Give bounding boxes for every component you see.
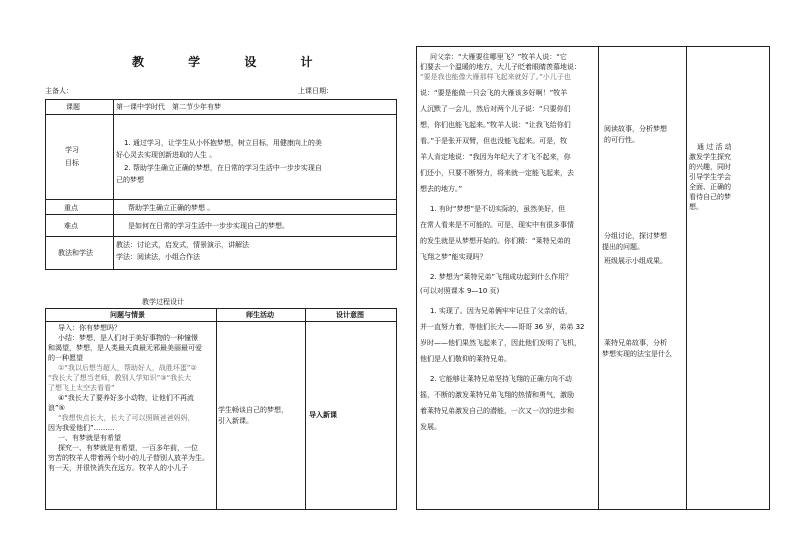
text-line: 2. 梦想为“莱特兄弟”飞翔成功起到什么作用？: [430, 273, 573, 281]
text-line: 们还小，只要不断努力，将来就一定能飞起来，去: [420, 169, 574, 177]
intent-line: 激发学生探究: [689, 153, 731, 161]
process-line: 穷苦的牧羊人带着两个幼小的儿子替别人放羊为生。: [48, 454, 209, 462]
activity-text: 提出的问题。: [602, 243, 644, 251]
process-title: 教学过程设计: [142, 298, 184, 306]
activity-text: 分组讨论，探讨梦想: [604, 232, 667, 240]
process-line: 浪”⑤: [48, 404, 65, 412]
learn-method: 学法：阅读法，小组合作法: [116, 253, 200, 261]
text-line: 岁时——他们果然飞起来了，因此他们发明了飞机，: [420, 339, 581, 347]
process-line: 有一天，并很快消失在远方。牧羊人的小儿子: [48, 464, 188, 472]
activity-text: 学生畅谈自己的梦想，: [218, 406, 288, 414]
topic-label: 课题: [66, 103, 80, 111]
activity-text: 梦想实现的法宝是什么: [602, 350, 672, 358]
text-line: 的发生就是从梦想开始的。你们精：“莱特兄弟的: [420, 237, 571, 245]
text-line: 在常人看来是不可能的。可是，现实中有很多事情: [420, 221, 574, 229]
intent-line: 看待自己的梦: [689, 193, 731, 201]
intent-line: 引导学生学会: [689, 173, 731, 181]
text-line: 并一直努力着，等他们长大——哥哥 36 岁，弟弟 32: [420, 323, 585, 331]
activity-text: 班级展示小组成果。: [604, 257, 667, 265]
process-line: “我想快点长大，长大了可以照顾爸爸妈妈，: [58, 414, 195, 422]
document-title: 教 学 设 计: [132, 55, 333, 69]
teach-method: 教法：讨论式，启发式，情景演示，讲解法: [116, 241, 249, 249]
activity-text: 的可行性。: [604, 136, 639, 144]
text-line: 看。”于是张开双臂，但也没能飞起来。可是，牧: [420, 137, 568, 145]
process-content: [48, 323, 214, 473]
text-line: 1. 有时“梦想”是不切实际的，虽然美好，但: [430, 205, 566, 213]
difficult-label: 难点: [64, 222, 78, 230]
intent-text: 导入新课: [309, 411, 337, 419]
goal-label-2: 目标: [65, 159, 79, 167]
intent-line: 全面、正确的: [689, 183, 731, 191]
design-intent: [689, 142, 769, 212]
right-main-text: [420, 52, 596, 432]
text-line: “要是我也能像大雁那样飞起来就好了。”小儿子也: [420, 73, 571, 81]
goal-label: 学习: [65, 146, 79, 154]
text-line: 着莱特兄弟激发自己的潜能，一次又一次的进步和: [420, 407, 574, 415]
process-line: 探究一、有梦就是有希望，一百多年前，一位: [58, 444, 198, 452]
process-line: 的一种愿望: [48, 354, 83, 362]
goal-line: 2. 帮助学生确立正确的梦想，在日常的学习生活中一步步实现自: [124, 164, 322, 172]
intent-line: 想。: [689, 203, 703, 211]
header-intent: 设计意图: [336, 311, 364, 319]
difficult-value: 是如何在日常的学习生活中一步步实现自己的梦想。: [128, 222, 289, 230]
goal-line: 好心灵去实现创新进取的人生 。: [116, 151, 217, 159]
text-line: 摇，不断的激发莱特兄弟飞翔的热情和勇气，激励: [420, 391, 574, 399]
text-line: 们要去一个温暖的地方，大儿子眨着眼睛羡慕地说：: [420, 63, 581, 71]
process-line: 一、有梦就是有希望: [58, 434, 121, 442]
process-line: 和渴望，梦想，是人类最天真最无邪最美丽最可爱: [48, 344, 202, 352]
activity-text: 莱特兄弟故事，分析: [604, 339, 667, 347]
process-line: “我长大了想当老师，教别人学知识”③“我长大: [48, 374, 192, 382]
process-line: 了想飞上太空去看看”: [48, 384, 115, 392]
text-line: 2. 它能够让莱特兄弟坚持飞翔的正确方向不动: [430, 375, 572, 383]
process-line: 因为我爱他们”………: [48, 424, 115, 432]
header-problem: 问题与情景: [110, 311, 145, 319]
text-line: 人沉默了一会儿，然后对两个儿子说：“只要你们: [420, 105, 571, 113]
text-line: 问父亲：“大雁要往哪里飞？”牧羊人说：“它: [430, 53, 567, 61]
text-line: 说：“要是能做一只会飞的大雁该多好啊！”牧羊: [420, 89, 568, 97]
text-line: 想，你们也能飞起来。”牧羊人说：“让我飞给你们: [420, 121, 571, 129]
topic-value: 第一课中学时代 第二节少年有梦: [116, 103, 221, 111]
process-line: 小结：梦想，是人们对于美好事物的一种憧憬: [58, 334, 198, 342]
goal-line: 1. 通过学习，让学生从小怀抱梦想，树立目标，用健康向上的美: [124, 139, 322, 147]
header-activity: 师生活动: [246, 311, 274, 319]
date-label: 上课日期：: [298, 87, 333, 95]
activity-text: 引入新课。: [218, 417, 253, 425]
text-line: 发展。: [420, 423, 441, 431]
text-line: (可以对照课本 9—10 页): [420, 287, 500, 295]
method-label: 教法和学法: [58, 249, 93, 257]
text-line: 1. 实现了。因为兄弟俩牢牢记住了父亲的话，: [430, 307, 572, 315]
key-label: 重点: [64, 204, 78, 212]
activity-text: 阅读故事，分析梦想: [604, 125, 667, 133]
key-value: 帮助学生确立正确的梦想 。: [128, 204, 215, 212]
process-line: ①“我以后想当超人，帮助好人，战胜坏蛋”②: [58, 364, 197, 372]
intent-line: 的兴趣，同时: [689, 163, 731, 171]
process-line: 导入：你有梦想吗？: [58, 324, 121, 332]
text-line: 飞翔之梦”能实现吗？: [420, 253, 487, 261]
text-line: 羊人肯定地说：“我因为年纪大了才飞不起来，你: [420, 153, 571, 161]
process-line: ④“我长大了要养好多小动物，让他们不再流: [58, 394, 194, 402]
goal-line: 己的梦想: [116, 176, 144, 184]
text-line: 想去的地方。”: [420, 185, 463, 193]
lecturer-label: 主备人：: [45, 87, 73, 95]
intent-line: 通 过 活 动: [697, 143, 732, 151]
text-line: 他们是人们敬仰的莱特兄弟。: [420, 355, 511, 363]
